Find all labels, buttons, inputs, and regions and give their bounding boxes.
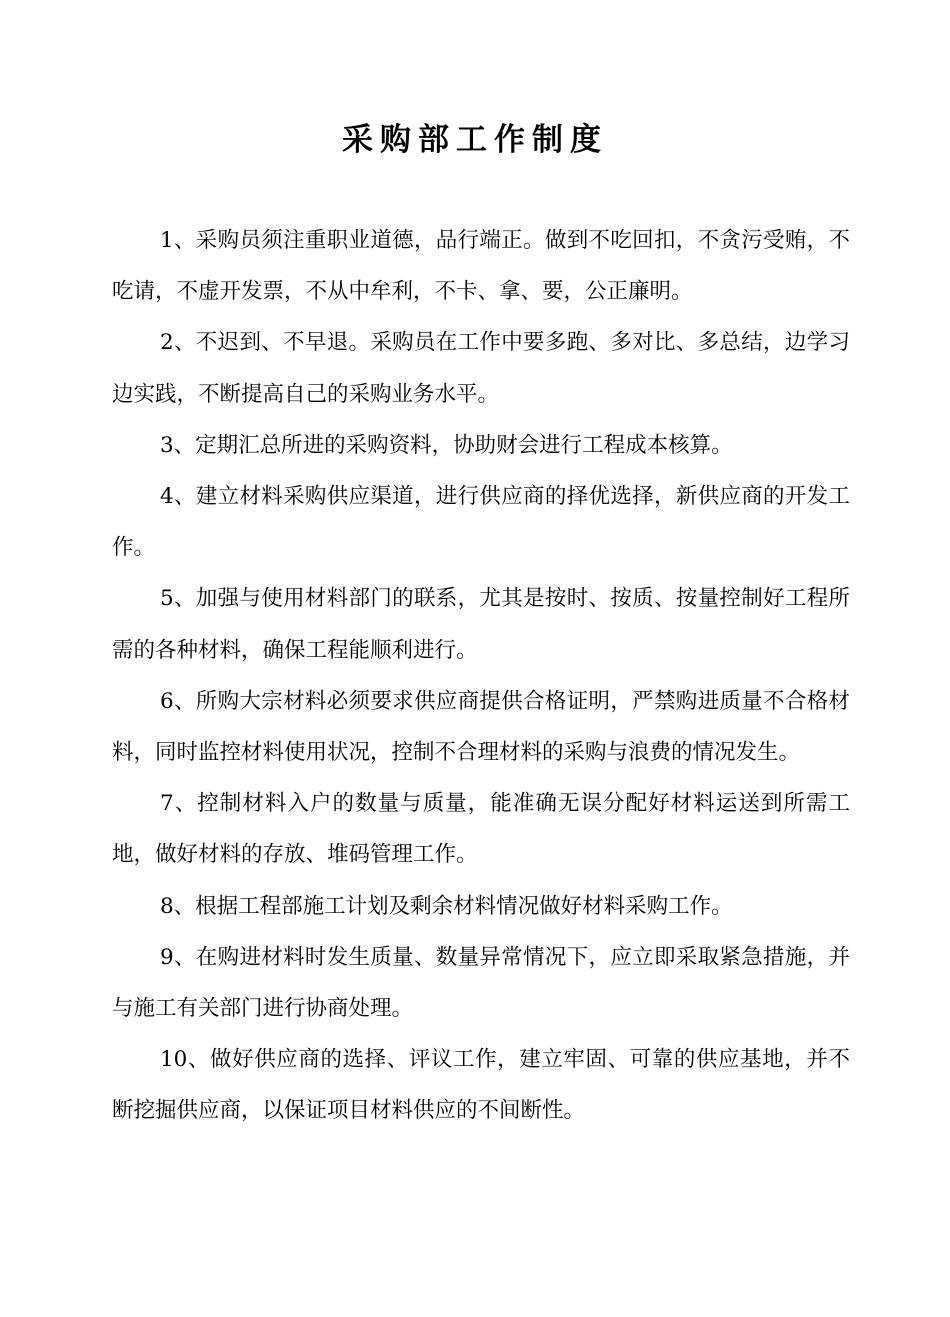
paragraph-9: 9、在购进材料时发生质量、数量异常情况下，应立即采取紧急措施，并与施工有关部门进行协商处理。	[112, 944, 850, 1022]
paragraph-1: 1、采购员须注重职业道德，品行端正。做到不吃回扣，不贪污受贿，不吃请，不虚开发票，不从中牟利，不卡、拿、要，公正廉明。	[112, 228, 850, 305]
paragraph-6: 6、所购大宗材料必须要求供应商提供合格证明，严禁购进质量不合格材料，同时监控材料使用状况，控制不合理材料的采购与浪费的情况发生。	[112, 688, 850, 766]
paragraph-2: 2、不迟到、不早退。采购员在工作中要多跑、多对比、多总结，边学习边实践，不断提高自己的采购业务水平。	[112, 330, 850, 407]
paragraph-5: 5、加强与使用材料部门的联系，尤其是按时、按质、按量控制好工程所需的各种材料，确保工程能顺利进行。	[112, 586, 850, 663]
document-title: 采购部工作制度	[342, 122, 608, 158]
paragraph-3: 3、定期汇总所进的采购资料，协助财会进行工程成本核算。	[160, 432, 733, 458]
paragraph-10: 10、做好供应商的选择、评议工作，建立牢固、可靠的供应基地，并不断挖掘供应商，以保证项目材料供应的不间断性。	[112, 1047, 850, 1124]
paragraph-4: 4、建立材料采购供应渠道，进行供应商的择优选择，新供应商的开发工作。	[112, 484, 850, 561]
document-body	[112, 215, 850, 1137]
paragraph-7: 7、控制材料入户的数量与质量，能准确无误分配好材料运送到所需工地，做好材料的存放、堆码管理工作。	[112, 791, 850, 868]
paragraph-8: 8、根据工程部施工计划及剩余材料情况做好材料采购工作。	[160, 893, 733, 919]
